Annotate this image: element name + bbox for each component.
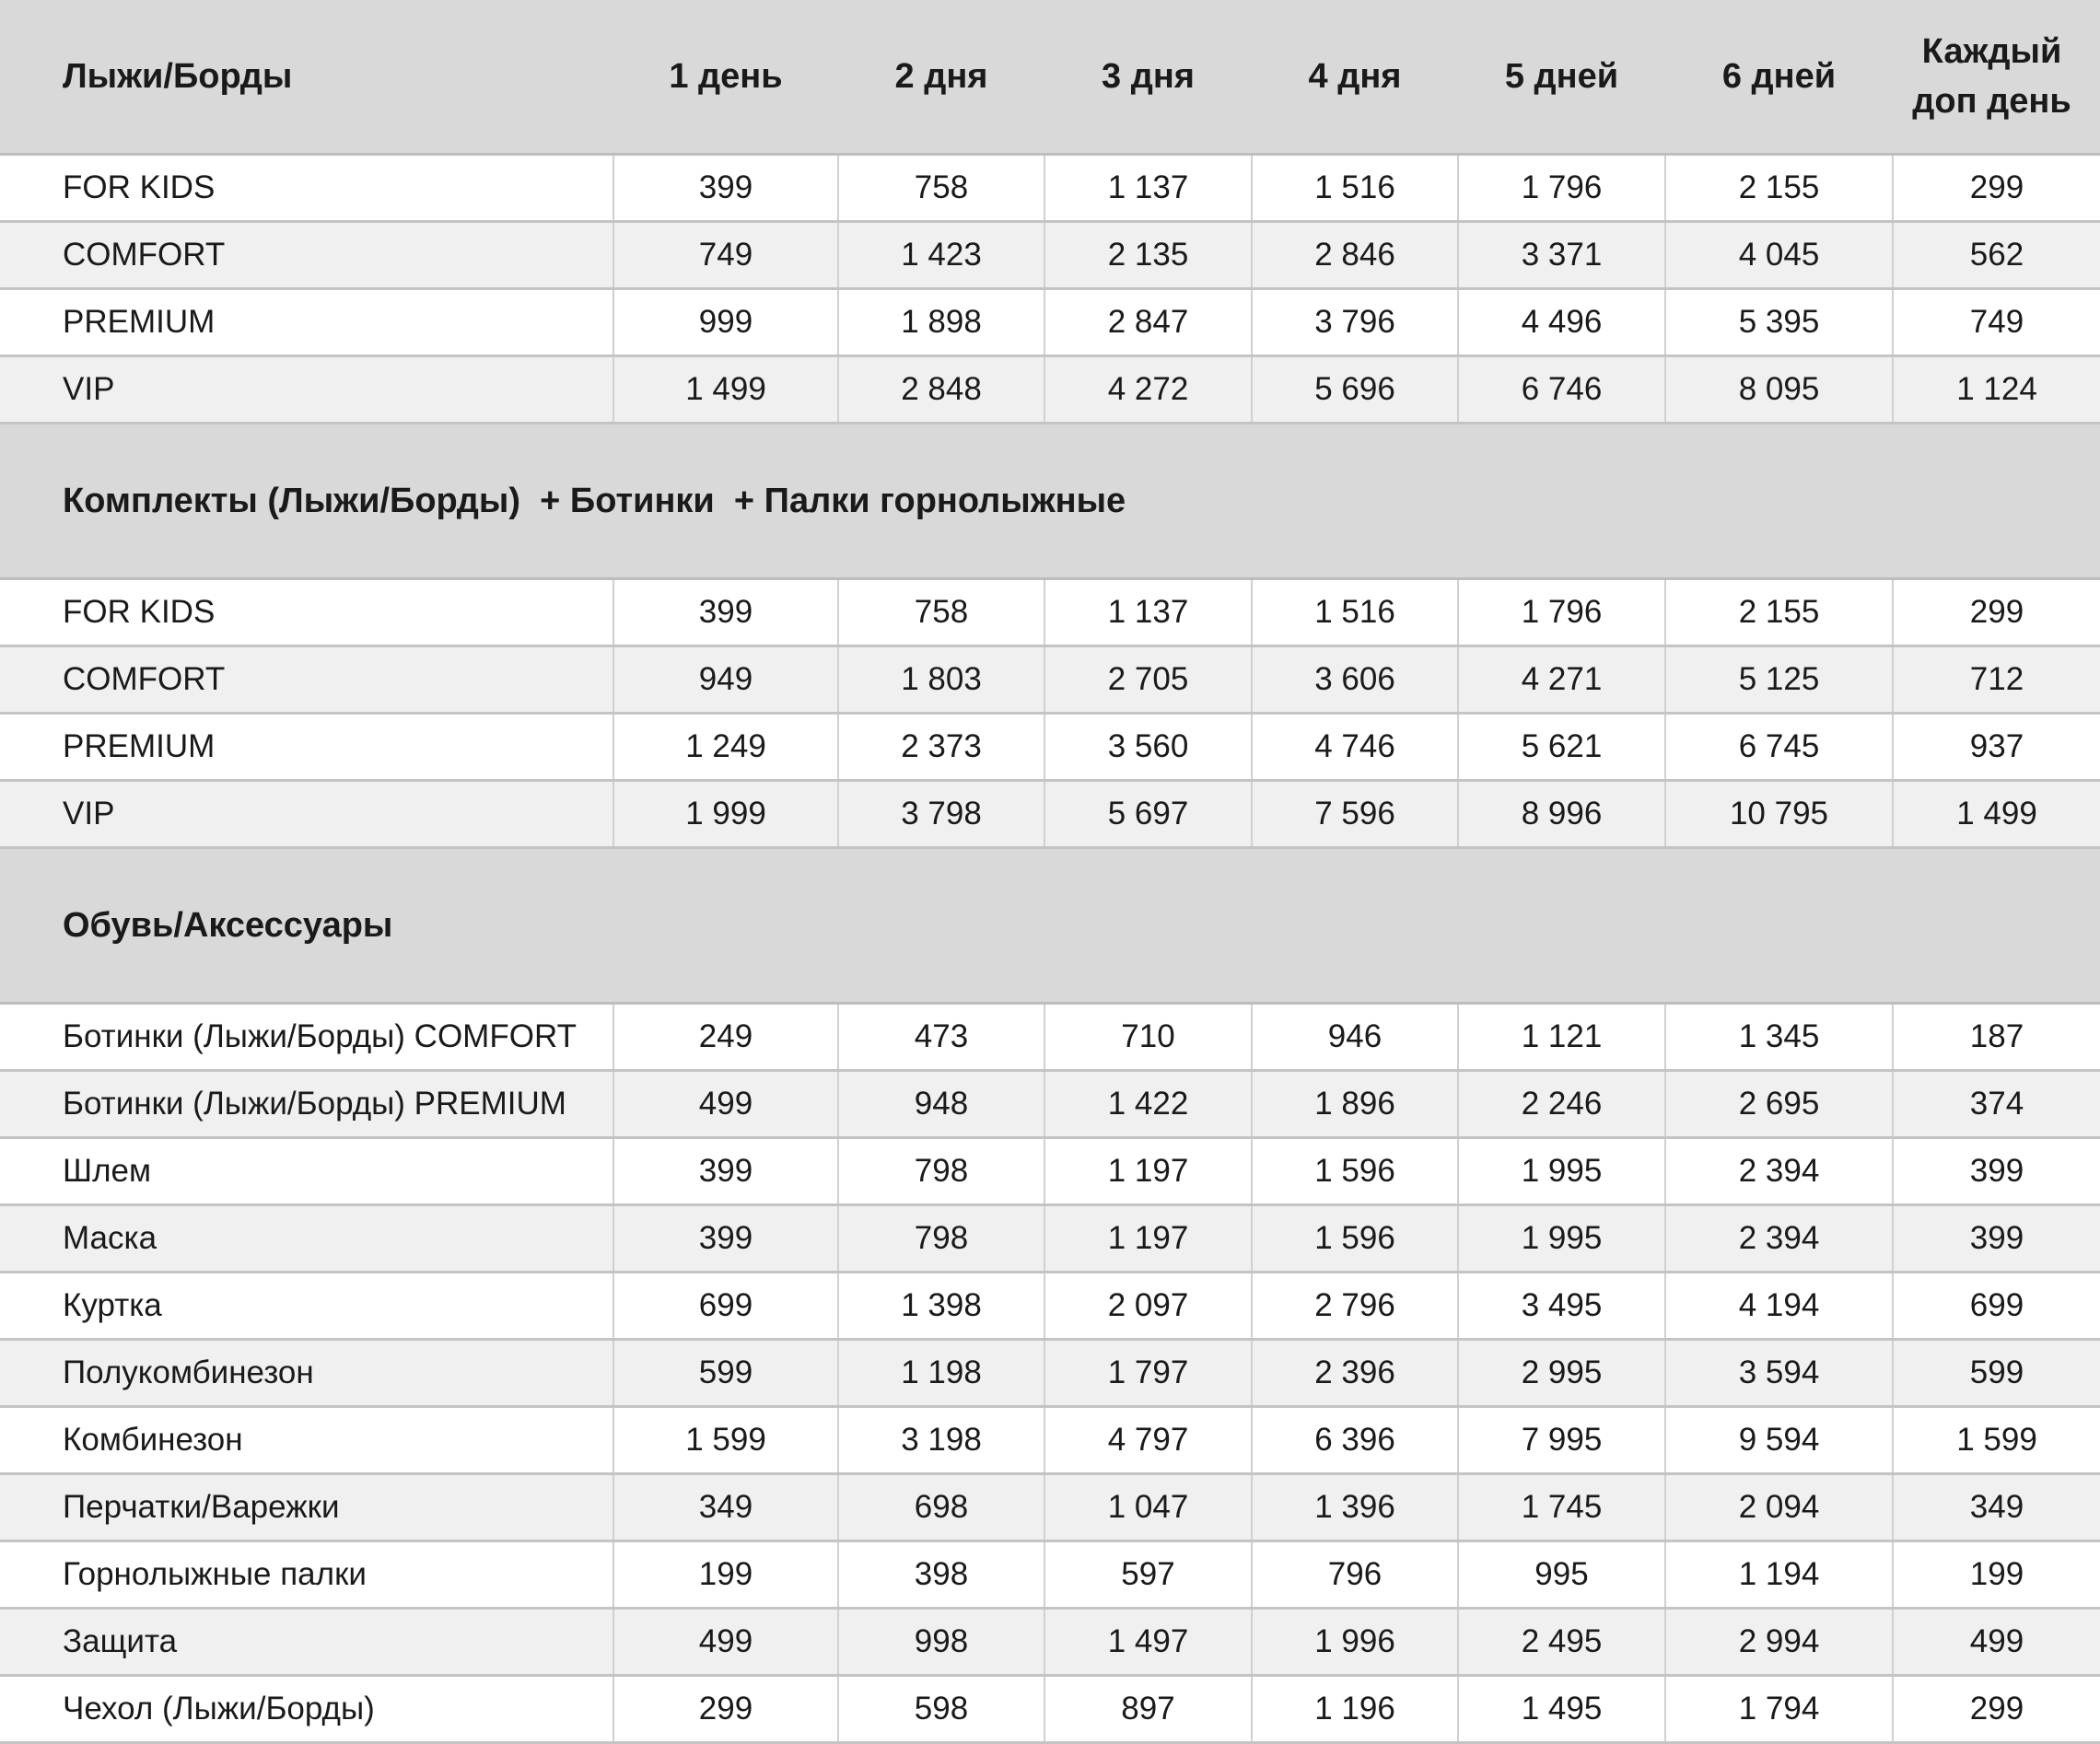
price-cell: 5 697 [1044, 781, 1252, 848]
price-cell: 1 796 [1458, 155, 1665, 222]
table-row [0, 1676, 2100, 1743]
table-row [0, 1071, 2100, 1138]
table-row [0, 1474, 2100, 1541]
price-cell: 7 596 [1252, 781, 1458, 848]
price-cell: 3 796 [1252, 289, 1458, 356]
price-cell: 1 794 [1665, 1676, 1893, 1743]
table-header-row [0, 0, 2100, 155]
category-header: Лыжи/Борды [0, 0, 613, 155]
price-cell: 3 198 [838, 1407, 1044, 1474]
price-cell: 2 155 [1665, 579, 1893, 646]
price-cell: 2 995 [1458, 1340, 1665, 1407]
price-cell: 8 095 [1665, 356, 1893, 424]
table-row [0, 646, 2100, 714]
table-row [0, 1541, 2100, 1609]
table-row [0, 781, 2100, 848]
price-cell: 897 [1044, 1676, 1252, 1743]
extra-day-price: 199 [1893, 1541, 2100, 1609]
price-cell: 1 422 [1044, 1071, 1252, 1138]
price-cell: 798 [838, 1138, 1044, 1205]
price-cell: 796 [1252, 1541, 1458, 1609]
price-cell: 5 395 [1665, 289, 1893, 356]
extra-day-price: 712 [1893, 646, 2100, 714]
price-cell: 299 [613, 1676, 838, 1743]
day-header: 2 дня [838, 0, 1044, 155]
price-cell: 399 [613, 1138, 838, 1205]
item-name: VIP [0, 781, 613, 848]
price-cell: 399 [613, 155, 838, 222]
price-cell: 499 [613, 1609, 838, 1676]
price-cell: 2 373 [838, 714, 1044, 781]
extra-day-price: 599 [1893, 1340, 2100, 1407]
price-cell: 998 [838, 1609, 1044, 1676]
table-row [0, 1138, 2100, 1205]
price-cell: 758 [838, 155, 1044, 222]
price-cell: 599 [613, 1340, 838, 1407]
price-cell: 2 695 [1665, 1071, 1893, 1138]
price-cell: 1 898 [838, 289, 1044, 356]
table-row [0, 356, 2100, 424]
price-cell: 3 594 [1665, 1340, 1893, 1407]
price-cell: 948 [838, 1071, 1044, 1138]
item-name: Шлем [0, 1138, 613, 1205]
price-cell: 4 045 [1665, 222, 1893, 289]
price-cell: 1 047 [1044, 1474, 1252, 1541]
price-cell: 1 197 [1044, 1205, 1252, 1273]
price-cell: 999 [613, 289, 838, 356]
item-name: Ботинки (Лыжи/Борды) PREMIUM [0, 1071, 613, 1138]
price-cell: 2 848 [838, 356, 1044, 424]
price-cell: 2 135 [1044, 222, 1252, 289]
price-cell: 1 398 [838, 1273, 1044, 1340]
price-cell: 2 155 [1665, 155, 1893, 222]
price-cell: 949 [613, 646, 838, 714]
extra-day-price: 374 [1893, 1071, 2100, 1138]
price-cell: 2 394 [1665, 1205, 1893, 1273]
price-cell: 1 996 [1252, 1609, 1458, 1676]
price-cell: 1 596 [1252, 1138, 1458, 1205]
price-cell: 699 [613, 1273, 838, 1340]
price-cell: 3 560 [1044, 714, 1252, 781]
day-header: 6 дней [1665, 0, 1893, 155]
price-cell: 5 696 [1252, 356, 1458, 424]
price-cell: 7 995 [1458, 1407, 1665, 1474]
table-row [0, 1273, 2100, 1340]
item-name: Комбинезон [0, 1407, 613, 1474]
price-cell: 1 497 [1044, 1609, 1252, 1676]
price-cell: 1 516 [1252, 579, 1458, 646]
day-header: 4 дня [1252, 0, 1458, 155]
price-cell: 1 137 [1044, 155, 1252, 222]
extra-day-price: 399 [1893, 1138, 2100, 1205]
price-cell: 946 [1252, 1004, 1458, 1071]
price-cell: 2 994 [1665, 1609, 1893, 1676]
price-cell: 4 272 [1044, 356, 1252, 424]
price-cell: 2 847 [1044, 289, 1252, 356]
price-cell: 1 196 [1252, 1676, 1458, 1743]
section-header-row [0, 848, 2100, 1004]
extra-day-price: 187 [1893, 1004, 2100, 1071]
price-cell: 749 [613, 222, 838, 289]
price-cell: 758 [838, 579, 1044, 646]
price-cell: 798 [838, 1205, 1044, 1273]
item-name: Защита [0, 1609, 613, 1676]
price-cell: 9 594 [1665, 1407, 1893, 1474]
price-cell: 1 495 [1458, 1676, 1665, 1743]
price-cell: 1 423 [838, 222, 1044, 289]
day-header: 5 дней [1458, 0, 1665, 155]
extra-day-price: 1 599 [1893, 1407, 2100, 1474]
price-cell: 3 495 [1458, 1273, 1665, 1340]
price-cell: 199 [613, 1541, 838, 1609]
price-cell: 995 [1458, 1541, 1665, 1609]
item-name: Полукомбинезон [0, 1340, 613, 1407]
price-cell: 1 796 [1458, 579, 1665, 646]
price-cell: 1 995 [1458, 1205, 1665, 1273]
price-cell: 6 396 [1252, 1407, 1458, 1474]
price-cell: 249 [613, 1004, 838, 1071]
section-title: Комплекты (Лыжи/Борды) + Ботинки + Палки горнолыжные [0, 424, 2100, 579]
item-name: COMFORT [0, 646, 613, 714]
price-cell: 2 394 [1665, 1138, 1893, 1205]
item-name: FOR KIDS [0, 579, 613, 646]
extra-day-price: 499 [1893, 1609, 2100, 1676]
price-cell: 1 249 [613, 714, 838, 781]
extra-day-price: 299 [1893, 579, 2100, 646]
price-cell: 698 [838, 1474, 1044, 1541]
price-cell: 1 896 [1252, 1071, 1458, 1138]
price-cell: 1 137 [1044, 579, 1252, 646]
price-cell: 1 197 [1044, 1138, 1252, 1205]
extra-day-price: 299 [1893, 155, 2100, 222]
price-cell: 2 796 [1252, 1273, 1458, 1340]
item-name: PREMIUM [0, 714, 613, 781]
price-cell: 1 797 [1044, 1340, 1252, 1407]
price-cell: 4 797 [1044, 1407, 1252, 1474]
price-cell: 5 621 [1458, 714, 1665, 781]
price-cell: 710 [1044, 1004, 1252, 1071]
price-cell: 10 795 [1665, 781, 1893, 848]
table-row [0, 714, 2100, 781]
item-name: VIP [0, 356, 613, 424]
extra-day-price: 1 499 [1893, 781, 2100, 848]
price-cell: 6 745 [1665, 714, 1893, 781]
price-cell: 2 094 [1665, 1474, 1893, 1541]
extra-day-price: 299 [1893, 1676, 2100, 1743]
price-cell: 5 125 [1665, 646, 1893, 714]
price-cell: 1 995 [1458, 1138, 1665, 1205]
item-name: Куртка [0, 1273, 613, 1340]
item-name: PREMIUM [0, 289, 613, 356]
price-cell: 597 [1044, 1541, 1252, 1609]
price-cell: 6 746 [1458, 356, 1665, 424]
table-row [0, 579, 2100, 646]
price-cell: 349 [613, 1474, 838, 1541]
item-name: Горнолыжные палки [0, 1541, 613, 1609]
table-row [0, 222, 2100, 289]
price-cell: 499 [613, 1071, 838, 1138]
price-cell: 4 271 [1458, 646, 1665, 714]
extra-day-price: 349 [1893, 1474, 2100, 1541]
day-header: 1 день [613, 0, 838, 155]
extra-day-price: 749 [1893, 289, 2100, 356]
price-cell: 4 496 [1458, 289, 1665, 356]
price-cell: 1 198 [838, 1340, 1044, 1407]
price-cell: 399 [613, 579, 838, 646]
extra-day-price: 562 [1893, 222, 2100, 289]
price-cell: 4 746 [1252, 714, 1458, 781]
table-row [0, 1004, 2100, 1071]
price-cell: 1 596 [1252, 1205, 1458, 1273]
price-cell: 2 396 [1252, 1340, 1458, 1407]
price-cell: 2 246 [1458, 1071, 1665, 1138]
table-row [0, 1205, 2100, 1273]
table-row [0, 155, 2100, 222]
price-cell: 1 499 [613, 356, 838, 424]
price-cell: 1 745 [1458, 1474, 1665, 1541]
price-cell: 398 [838, 1541, 1044, 1609]
price-cell: 3 606 [1252, 646, 1458, 714]
price-cell: 2 705 [1044, 646, 1252, 714]
extra-day-price: 699 [1893, 1273, 2100, 1340]
table-row [0, 1407, 2100, 1474]
table-row [0, 1609, 2100, 1676]
extra-day-header: Каждый доп день [1893, 0, 2100, 155]
price-cell: 473 [838, 1004, 1044, 1071]
table-row [0, 289, 2100, 356]
extra-day-price: 937 [1893, 714, 2100, 781]
item-name: Маска [0, 1205, 613, 1273]
price-cell: 2 846 [1252, 222, 1458, 289]
section-header-row [0, 424, 2100, 579]
price-cell: 1 803 [838, 646, 1044, 714]
extra-day-price: 1 124 [1893, 356, 2100, 424]
price-cell: 8 996 [1458, 781, 1665, 848]
item-name: Чехол (Лыжи/Борды) [0, 1676, 613, 1743]
price-cell: 399 [613, 1205, 838, 1273]
item-name: Ботинки (Лыжи/Борды) COMFORT [0, 1004, 613, 1071]
item-name: Перчатки/Варежки [0, 1474, 613, 1541]
price-cell: 1 999 [613, 781, 838, 848]
day-header: 3 дня [1044, 0, 1252, 155]
price-cell: 598 [838, 1676, 1044, 1743]
price-cell: 2 097 [1044, 1273, 1252, 1340]
price-cell: 1 599 [613, 1407, 838, 1474]
price-cell: 4 194 [1665, 1273, 1893, 1340]
price-cell: 1 194 [1665, 1541, 1893, 1609]
section-title: Обувь/Аксессуары [0, 848, 2100, 1004]
item-name: FOR KIDS [0, 155, 613, 222]
price-cell: 1 121 [1458, 1004, 1665, 1071]
price-cell: 1 396 [1252, 1474, 1458, 1541]
price-cell: 1 345 [1665, 1004, 1893, 1071]
price-cell: 3 798 [838, 781, 1044, 848]
price-cell: 2 495 [1458, 1609, 1665, 1676]
item-name: COMFORT [0, 222, 613, 289]
table-row [0, 1340, 2100, 1407]
price-cell: 1 516 [1252, 155, 1458, 222]
price-cell: 3 371 [1458, 222, 1665, 289]
extra-day-price: 399 [1893, 1205, 2100, 1273]
